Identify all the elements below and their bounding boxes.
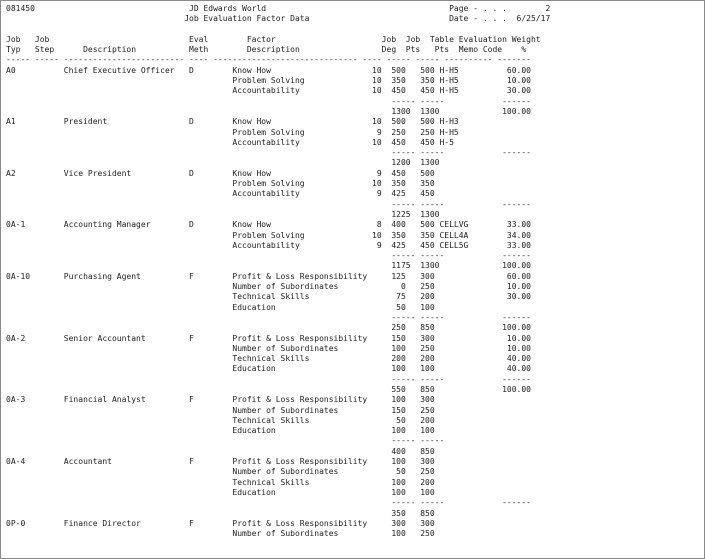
report-line: ----- ----- ------ [6,96,531,106]
report-line: Problem Solving 9 250 250 H-H5 [6,127,459,137]
report-line: ----- ----- ------ [6,251,531,261]
report-line: 0A-1 Accounting Manager D Know How 8 400 500 CELLVG 33.00 [6,220,531,230]
report-line: Technical Skills 50 200 [6,415,435,425]
report-line: 550 850 100.00 [6,384,531,394]
report-line: 1200 1300 [6,158,440,168]
report-line: 1300 1300 100.00 [6,106,531,116]
report-line: Job Job Eval Factor Job Job Table Evaluation Weight [6,34,541,44]
report-line: 0P-0 Finance Director F Profit & Loss Responsibility 300 300 [6,518,435,528]
report-line: Education 100 100 [6,426,435,436]
report-line [6,25,696,35]
report-line: 0A-4 Accountant F Profit & Loss Responsibility 100 300 [6,457,435,467]
report-line: ----- ----- ------ [6,374,531,384]
report-line: 0A-2 Senior Accountant F Profit & Loss Responsibility 150 300 10.00 [6,333,531,343]
report-line: Accountability 9 425 450 CELL5G 33.00 [6,240,531,250]
report-line: Problem Solving 10 350 350 [6,179,435,189]
report-line: 250 850 100.00 [6,323,531,333]
report-line: 1175 1300 100.00 [6,261,531,271]
report-line: 350 850 [6,508,435,518]
report-line: Accountability 10 450 450 H-5 [6,137,454,147]
report-line: A0 Chief Executive Officer D Know How 10 500 500 H-H5 60.00 [6,65,531,75]
report-line: Education 100 100 40.00 [6,364,531,374]
report-line: Technical Skills 75 200 30.00 [6,292,531,302]
report-line: Number of Subordinates 0 250 10.00 [6,282,531,292]
report-line: Number of Subordinates 100 250 [6,529,435,539]
report-line: ----- ----- ------------------------- ---- ------------------------------ ---- ----- ----- ---------- ------- [6,55,531,65]
report-line: Education 100 100 [6,487,435,497]
report-body [6,4,696,539]
report-line: A2 Vice President D Know How 9 450 500 [6,168,435,178]
report-line: 1225 1300 [6,209,440,219]
report-line: Job Evaluation Factor Data Date - . . . 6/25/17 [6,14,551,24]
report-line: Accountability 10 450 450 H-H5 30.00 [6,86,531,96]
report-line: ----- ----- ------ [6,498,531,508]
report-line: Problem Solving 10 350 350 H-H5 10.00 [6,76,531,86]
report-line: Problem Solving 10 350 350 CELL4A 34.00 [6,230,531,240]
report-line: Technical Skills 200 200 40.00 [6,354,531,364]
report-line: ----- ----- ------ [6,199,531,209]
report-line: ----- ----- ------ [6,148,531,158]
report-line: 0A-3 Financial Analyst F Profit & Loss Responsibility 100 300 [6,395,435,405]
report-line: ----- ----- [6,436,445,446]
report-line: Technical Skills 100 200 [6,477,435,487]
report-line: Number of Subordinates 50 250 [6,467,435,477]
report-line: ----- ----- ------ [6,312,531,322]
report-line: A1 President D Know How 10 500 500 H-H3 [6,117,459,127]
report-line: Number of Subordinates 100 250 10.00 [6,343,531,353]
report-line: 400 850 [6,446,435,456]
report-line: Accountability 9 425 450 [6,189,435,199]
report-line: 081450 JD Edwards World Page - . . . 2 [6,4,551,13]
report-line: Education 50 100 [6,302,435,312]
report-line: Number of Subordinates 150 250 [6,405,435,415]
report-line: 0A-10 Purchasing Agent F Profit & Loss Responsibility 125 300 60.00 [6,271,531,281]
report-line: Typ Step Description Meth Description Deg Pts Pts Memo Code % [6,45,527,55]
